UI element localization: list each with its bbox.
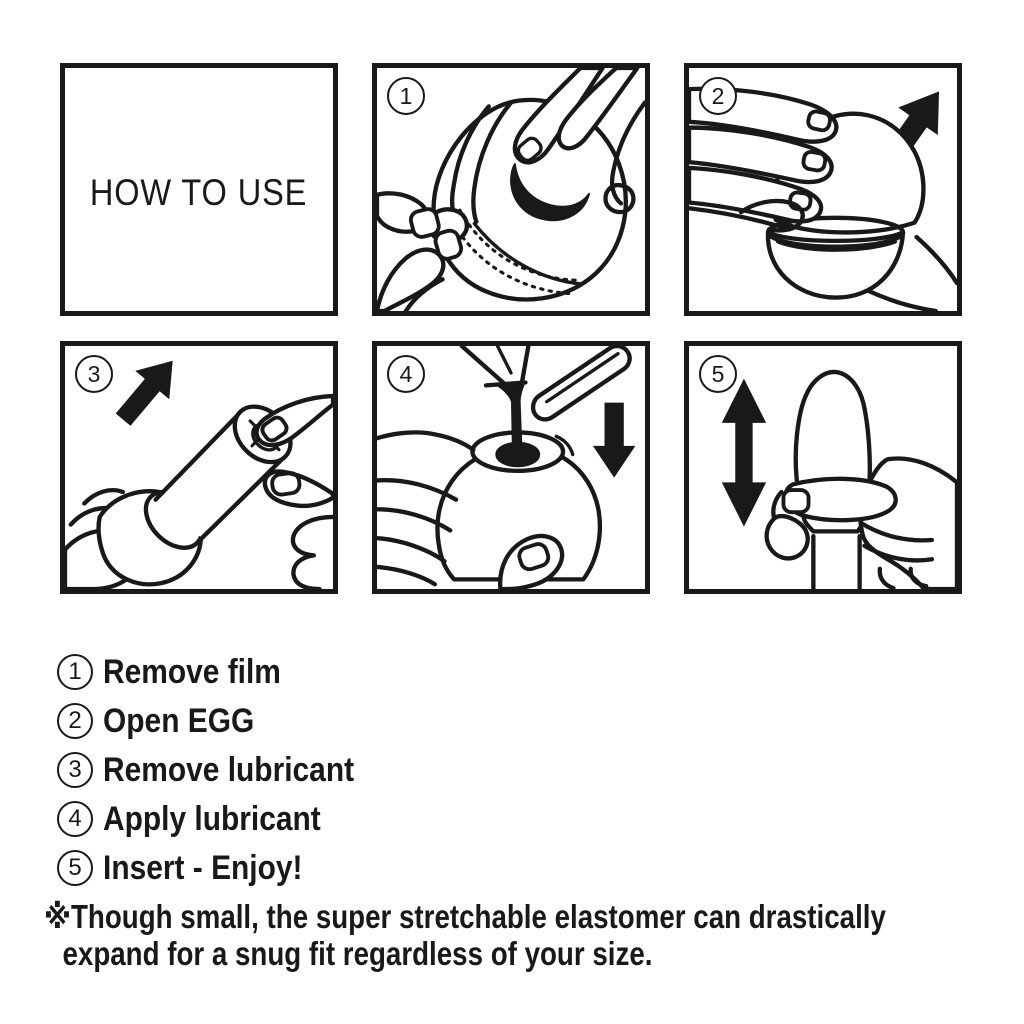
knuckle-line [880,569,894,588]
step-number-badge: 5 [57,850,93,886]
panel-step-4 [372,341,650,594]
panel-step-2 [684,63,962,316]
step-1-badge: 1 [387,77,425,115]
footnote [44,898,886,972]
step-number-badge: 4 [57,801,93,837]
arrow-up-down-icon [722,379,766,527]
page-title: HOW TO USE [90,171,308,213]
fingernail-icon [802,151,826,172]
step-number-badge: 2 [57,703,93,739]
step-5-badge: 5 [699,355,737,393]
step-label: Remove film [103,652,281,691]
panel-step-1 [372,63,650,316]
finger-icon [377,538,444,561]
fingernail-icon [807,110,831,131]
panel-title [60,63,338,316]
step-item-3 [57,748,388,792]
step-2-badge: 2 [699,77,737,115]
arrow-down-icon [593,403,635,478]
arrow-up-right-icon [106,347,190,434]
thumb-icon [767,516,808,558]
step-item-2 [57,699,275,743]
wrist-line [868,291,935,311]
step-label: Open EGG [103,701,255,740]
thumbnail-icon [783,490,808,512]
step-label: Apply lubricant [103,799,321,838]
panel-step-3 [60,341,338,594]
panel-step-5 [684,341,962,594]
step-number-badge: 1 [57,654,93,690]
shaft-icon [813,528,859,589]
step-label: Remove lubricant [103,750,355,789]
footnote-line-2: expand for a snug fit regardless of your size. [62,935,653,972]
step-label: Insert - Enjoy! [103,848,303,887]
thumbnail-icon [409,207,441,238]
wrist-line [917,237,957,283]
footnote-line-1: ※Though small, the super stretchable elastomer can drastically [44,898,886,935]
step-4-badge: 4 [387,355,425,393]
finger-icon [377,432,473,449]
step-item-1 [57,650,305,694]
reference-mark: ※ [44,898,71,935]
step-3-badge: 3 [75,355,113,393]
finger-icon [377,567,435,584]
step-number-badge: 3 [57,752,93,788]
step-item-4 [57,797,350,841]
step-item-5 [57,846,330,890]
curled-fingers [293,517,333,555]
